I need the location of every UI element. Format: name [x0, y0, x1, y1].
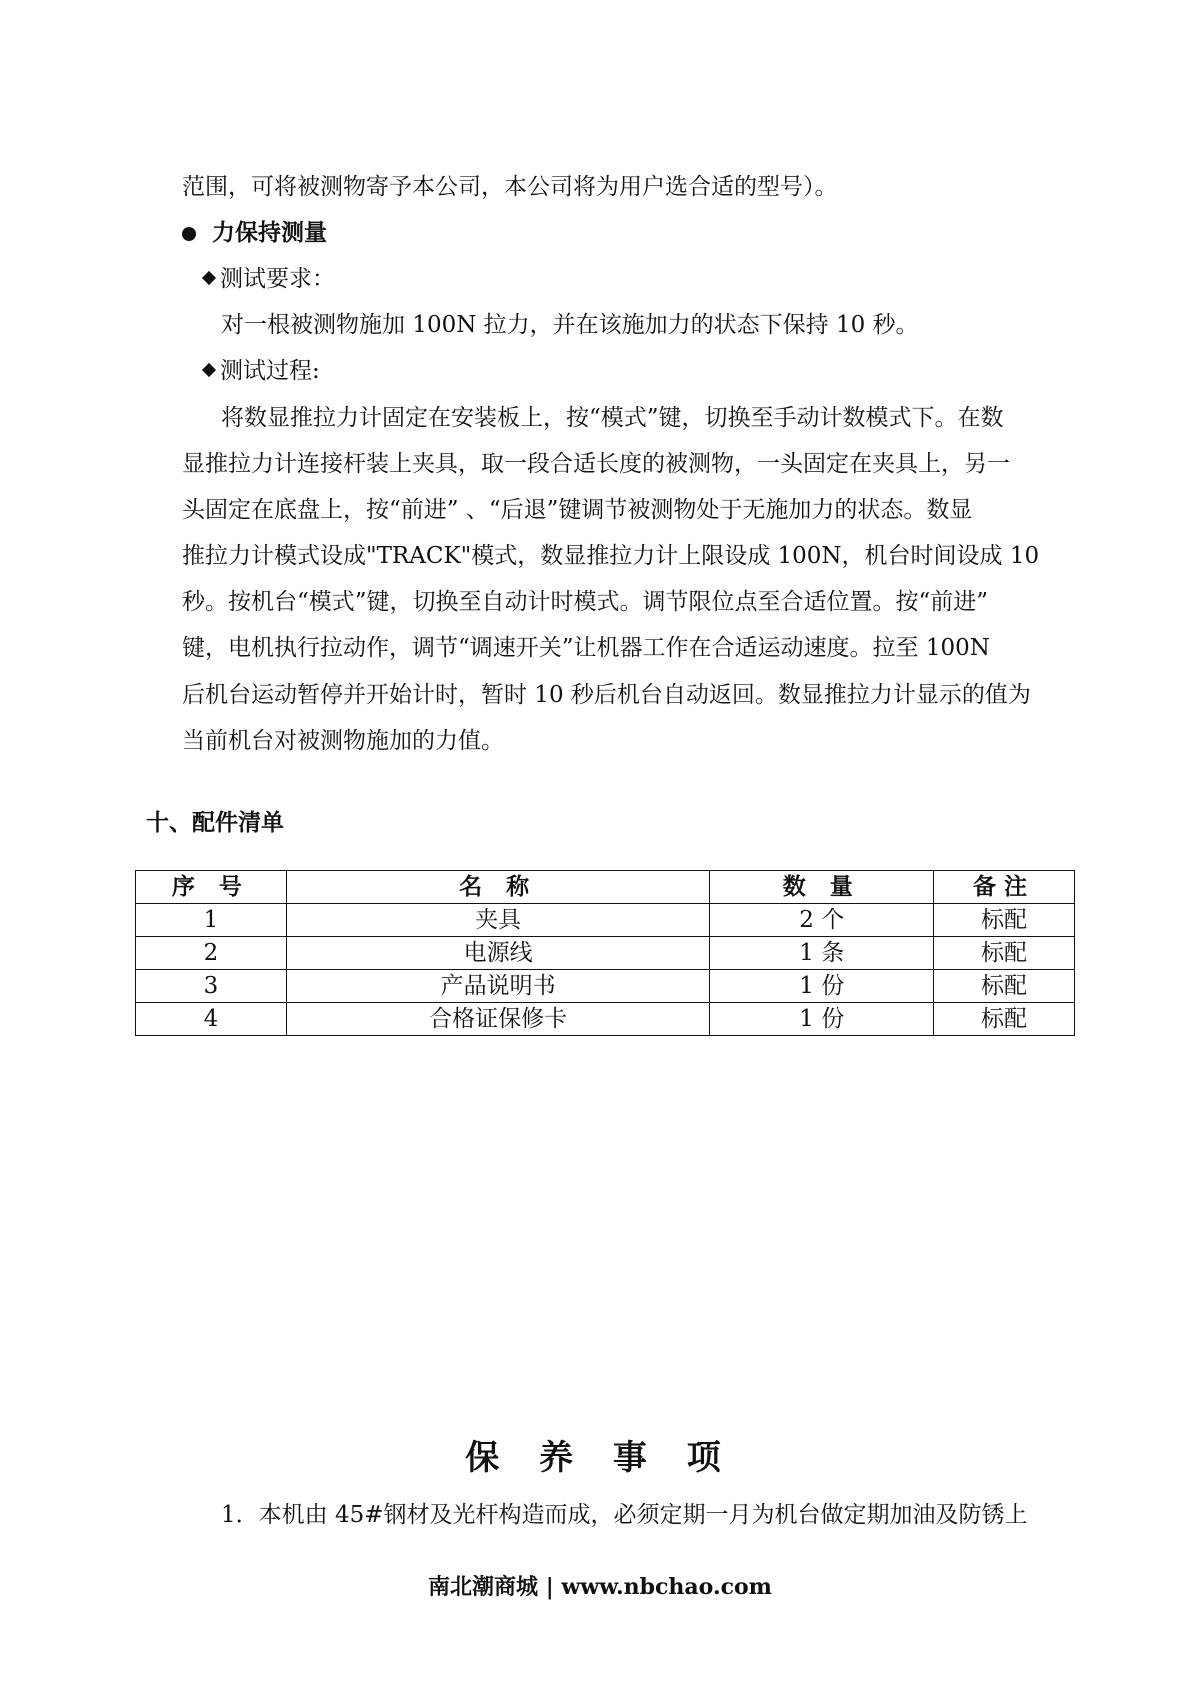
maintenance-title: 保 养 事 项 [465, 1438, 735, 1478]
cell-name: 夹具 [286, 904, 710, 937]
requirement-label: 测试要求： [220, 266, 335, 292]
cell-quantity: 1 份 [710, 1003, 934, 1036]
cell-index: 2 [136, 937, 287, 970]
header-quantity: 数 量 [710, 871, 934, 904]
diamond-bullet-icon [202, 271, 216, 285]
table-row [136, 937, 1075, 970]
cell-remark: 标配 [934, 904, 1075, 937]
process-label-row [204, 356, 320, 386]
cell-quantity: 1 条 [710, 937, 934, 970]
process-line: 显推拉力计连接杆装上夹具，取一段合适长度的被测物，一头固定在夹具上，另一 [182, 451, 1010, 477]
header-remark: 备注 [934, 871, 1075, 904]
cell-quantity: 2 个 [710, 904, 934, 937]
table-row [136, 904, 1075, 937]
section-heading: 力保持测量 [212, 219, 327, 246]
cell-index: 1 [136, 904, 287, 937]
cell-index: 3 [136, 970, 287, 1003]
cell-quantity: 1 份 [710, 970, 934, 1003]
cell-index: 4 [136, 1003, 287, 1036]
process-line: 后机台运动暂停并开始计时，暂时 10 秒后机台自动返回。数显推拉力计显示的值为 [182, 682, 1031, 708]
table-row [136, 1003, 1075, 1036]
cell-name: 合格证保修卡 [286, 1003, 710, 1036]
process-line: 头固定在底盘上，按“前进” 、“后退”键调节被测物处于无施加力的状态。数显 [182, 497, 973, 523]
process-label: 测试过程: [220, 358, 320, 384]
cell-name: 产品说明书 [286, 970, 710, 1003]
process-line: 当前机台对被测物施加的力值。 [182, 728, 504, 754]
table-row [136, 970, 1075, 1003]
cell-remark: 标配 [934, 970, 1075, 1003]
footer-site-name: 南北潮商城 | www.nbchao.com [428, 1574, 772, 1600]
process-line: 推拉力计模式设成"TRACK"模式，数显推拉力计上限设成 100N，机台时间设成 10 [182, 543, 1040, 569]
process-line: 将数显推拉力计固定在安装板上，按“模式”键，切换至手动计数模式下。在数 [221, 405, 1004, 431]
header-name: 名 称 [286, 871, 710, 904]
cell-remark: 标配 [934, 937, 1075, 970]
table-header-row [136, 871, 1075, 904]
cell-remark: 标配 [934, 1003, 1075, 1036]
maintenance-item: 1．本机由 45#钢材及光杆构造而成，必须定期一月为机台做定期加油及防锈上 [221, 1502, 1028, 1528]
process-line: 秒。按机台“模式”键，切换至自动计时模式。调节限位点至合适位置。按“前进” [182, 589, 989, 615]
accessories-table [135, 870, 1075, 1036]
diamond-bullet-icon [202, 363, 216, 377]
process-line: 键，电机执行拉动作，调节“调速开关”让机器工作在合适运动速度。拉至 100N [182, 635, 990, 661]
requirement-text: 对一根被测物施加 100N 拉力，并在该施加力的状态下保持 10 秒。 [221, 312, 919, 338]
cell-name: 电源线 [286, 937, 710, 970]
accessories-heading: 十、配件清单 [146, 809, 284, 836]
bullet-dot-icon [182, 227, 196, 241]
intro-tail-text: 范围，可将被测物寄予本公司，本公司将为用户选合适的型号）。 [182, 174, 838, 200]
header-index: 序 号 [136, 871, 287, 904]
requirement-label-row [204, 264, 335, 294]
